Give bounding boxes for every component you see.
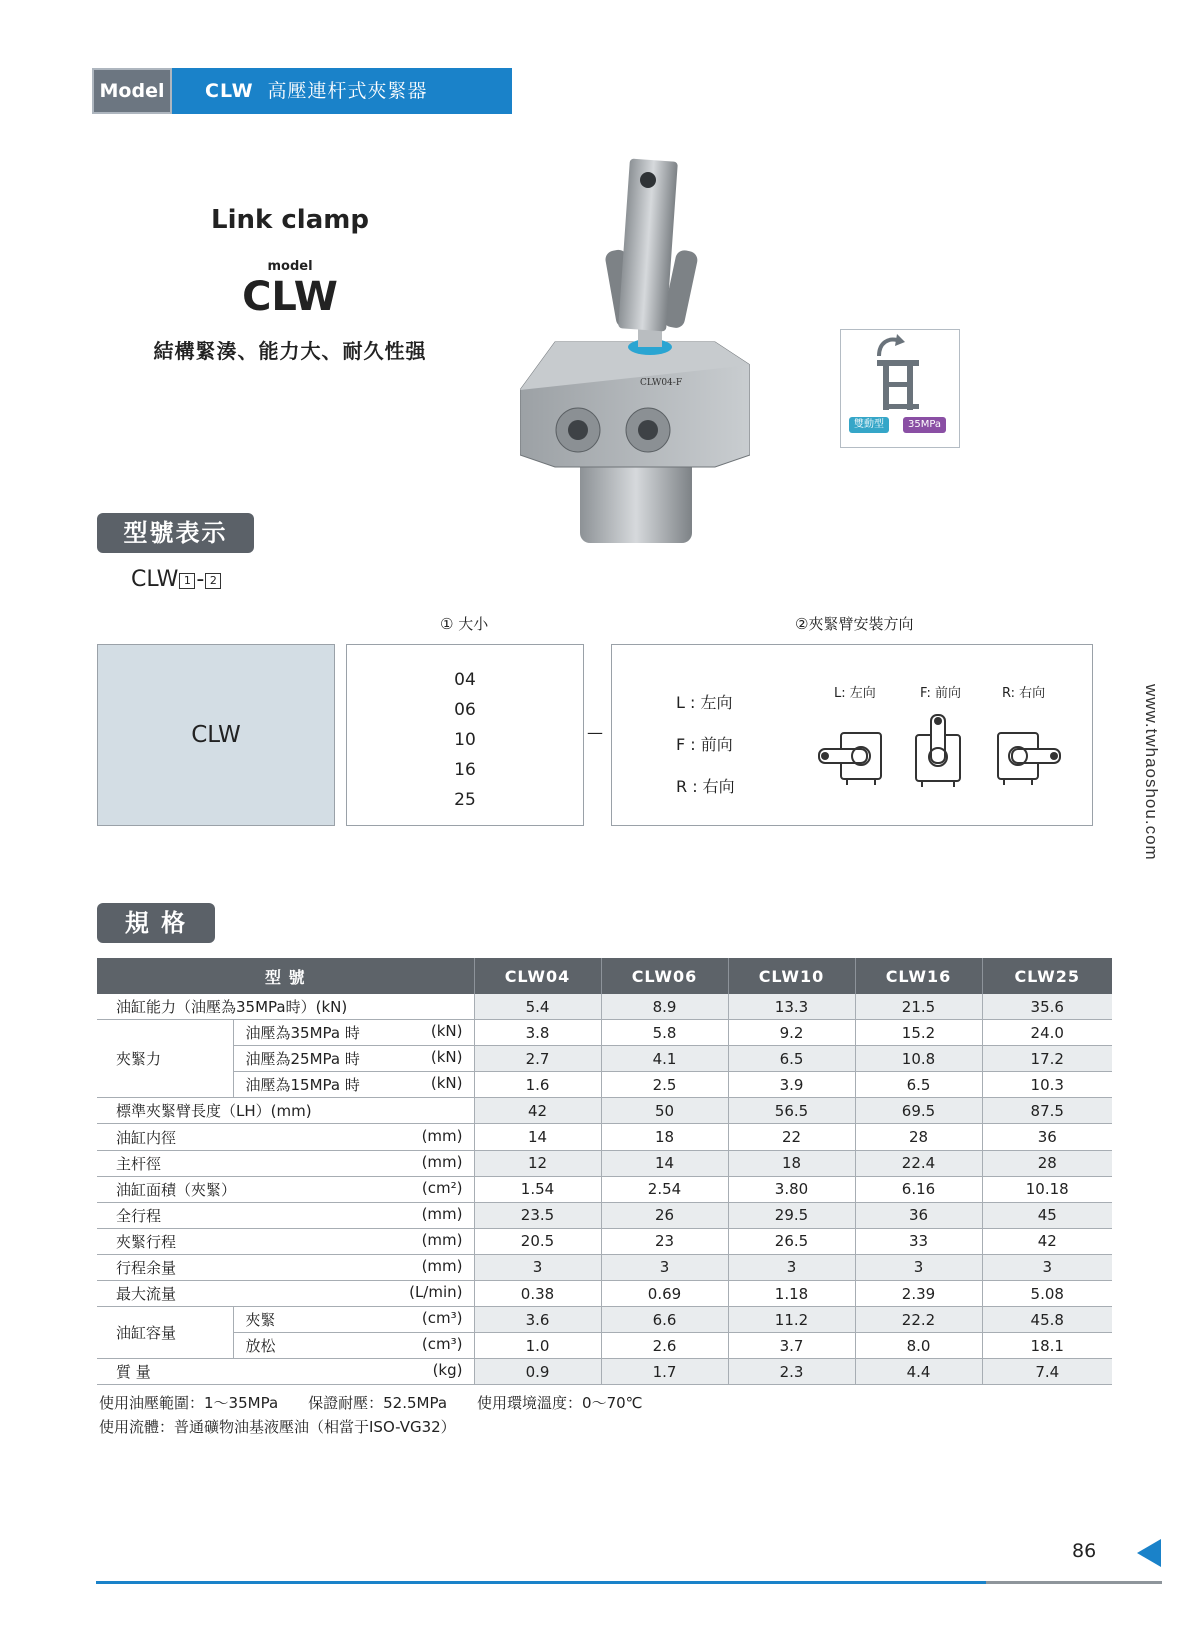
- model-label: Model: [92, 68, 172, 114]
- direction-option: F : 前向: [676, 735, 733, 754]
- note-line-1: 使用油壓範圍：1～35MPa 保證耐壓：52.5MPa 使用環境溫度：0～70℃: [99, 1394, 643, 1412]
- spec-row: [97, 994, 1112, 1020]
- action-type-badge: [840, 329, 960, 448]
- spec-value: 14: [474, 1124, 601, 1150]
- base-model-box: CLW: [97, 644, 335, 826]
- spec-label-cell: [97, 1124, 474, 1150]
- spec-value: 50: [601, 1098, 728, 1124]
- spec-value: 2.7: [474, 1046, 601, 1072]
- series-name: CLW: [205, 80, 254, 102]
- left-direction-diagram: [817, 725, 889, 787]
- spec-value: 9.2: [728, 1020, 855, 1046]
- spec-label-cell: [97, 1150, 474, 1176]
- spec-label-cell: [233, 1333, 474, 1359]
- model-section-label: 型號表示: [97, 513, 254, 553]
- direction-head-f: F: 前向: [920, 686, 961, 701]
- code-box-2: 2: [205, 573, 221, 589]
- direction-option: L : 左向: [676, 693, 733, 712]
- spec-label: 夾緊: [245, 1311, 276, 1330]
- spec-label: 主杆徑: [116, 1154, 162, 1173]
- spec-value: 2.3: [728, 1359, 855, 1385]
- spec-row: [97, 1098, 1112, 1124]
- spec-value: 0.69: [601, 1281, 728, 1307]
- spec-label-cell: [97, 1281, 474, 1307]
- double-action-pill: 雙動型: [849, 417, 889, 433]
- spec-label: 油壓為35MPa 時: [245, 1024, 360, 1043]
- spec-value: 33: [855, 1228, 982, 1254]
- spec-value: 1.7: [601, 1359, 728, 1385]
- spec-value: 20.5: [474, 1228, 601, 1254]
- spec-header-clw06: CLW06: [601, 958, 728, 994]
- spec-value: 2.54: [601, 1176, 728, 1202]
- spec-value: 15.2: [855, 1020, 982, 1046]
- spec-value: 23.5: [474, 1202, 601, 1228]
- direction-box: [611, 644, 1093, 826]
- direction-option: R : 右向: [676, 777, 735, 796]
- spec-value: 23: [601, 1228, 728, 1254]
- spec-value: 4.1: [601, 1046, 728, 1072]
- spec-label-cell: [97, 1254, 474, 1280]
- website-text: www.twhaoshou.com: [1142, 684, 1161, 861]
- spec-value: 6.16: [855, 1176, 982, 1202]
- spec-row: [97, 1046, 1112, 1072]
- spec-unit: (mm): [421, 1126, 463, 1145]
- spec-value: 3: [982, 1254, 1112, 1280]
- spec-label: 質 量: [116, 1363, 151, 1382]
- spec-value: 6.5: [855, 1072, 982, 1098]
- size-caption: ① 大小: [440, 615, 489, 633]
- direction-caption: ②夾緊臂安裝方向: [795, 615, 914, 633]
- direction-head-l: L: 左向: [834, 686, 876, 701]
- spec-value: 36: [855, 1202, 982, 1228]
- spec-label-cell: [233, 1046, 474, 1072]
- model-caption: model: [267, 259, 313, 274]
- spec-value: 35.6: [982, 994, 1112, 1020]
- spec-row: [97, 1228, 1112, 1254]
- spec-label: 油缸面積（夾緊）: [116, 1180, 237, 1199]
- spec-value: 5.08: [982, 1281, 1112, 1307]
- spec-label: 標準夾緊臂長度（LH）(mm): [116, 1102, 312, 1121]
- spec-value: 7.4: [982, 1359, 1112, 1385]
- spec-row: [97, 1281, 1112, 1307]
- spec-label: 全行程: [116, 1206, 162, 1225]
- spec-label: 放松: [245, 1337, 276, 1356]
- page-triangle-icon: [1137, 1539, 1161, 1567]
- tagline: 結構緊湊、能力大、耐久性强: [153, 339, 427, 363]
- footer-bar: [96, 1581, 986, 1584]
- size-list: [347, 665, 583, 815]
- spec-value: 28: [855, 1124, 982, 1150]
- clamp-symbol-icon: [869, 334, 929, 412]
- spec-label-cell: [97, 994, 474, 1020]
- size-option: 06: [454, 700, 476, 720]
- spec-value: 3.7: [728, 1333, 855, 1359]
- spec-body: [97, 994, 1112, 1385]
- spec-value: 45.8: [982, 1307, 1112, 1333]
- spec-value: 8.0: [855, 1333, 982, 1359]
- spec-group-label: 油缸容量: [97, 1307, 233, 1359]
- spec-value: 6.6: [601, 1307, 728, 1333]
- spec-value: 21.5: [855, 994, 982, 1020]
- spec-value: 2.39: [855, 1281, 982, 1307]
- spec-value: 24.0: [982, 1020, 1112, 1046]
- spec-label-cell: [97, 1176, 474, 1202]
- spec-value: 14: [601, 1150, 728, 1176]
- spec-value: 18: [601, 1124, 728, 1150]
- spec-header-clw10: CLW10: [728, 958, 855, 994]
- spec-value: 5.4: [474, 994, 601, 1020]
- page-number: 86: [1072, 1540, 1097, 1562]
- photo-engraving: CLW04-F: [640, 378, 683, 388]
- size-option: 04: [454, 670, 476, 690]
- spec-value: 22.2: [855, 1307, 982, 1333]
- size-option: 25: [454, 790, 476, 810]
- spec-value: 12: [474, 1150, 601, 1176]
- direction-head-r: R: 右向: [1002, 686, 1046, 701]
- spec-value: 1.18: [728, 1281, 855, 1307]
- spec-row: [97, 1254, 1112, 1280]
- spec-value: 4.4: [855, 1359, 982, 1385]
- spec-value: 18.1: [982, 1333, 1112, 1359]
- spec-label-cell: [233, 1072, 474, 1098]
- spec-value: 36: [982, 1124, 1112, 1150]
- spec-unit: (cm³): [421, 1335, 463, 1354]
- spec-header-clw16: CLW16: [855, 958, 982, 994]
- spec-value: 1.54: [474, 1176, 601, 1202]
- spec-value: 5.8: [601, 1020, 728, 1046]
- spec-label-cell: [97, 1228, 474, 1254]
- spec-value: 3: [728, 1254, 855, 1280]
- spec-label-cell: [97, 1098, 474, 1124]
- spec-value: 3: [474, 1254, 601, 1280]
- code-dash: -: [196, 567, 205, 592]
- code-box-1: 1: [179, 573, 195, 589]
- spec-value: 11.2: [728, 1307, 855, 1333]
- spec-value: 10.18: [982, 1176, 1112, 1202]
- product-title: 高壓連杆式夾緊器: [267, 80, 428, 102]
- spec-value: 13.3: [728, 994, 855, 1020]
- spec-row: [97, 1020, 1112, 1046]
- spec-label-cell: [97, 1202, 474, 1228]
- spec-label: 夾緊行程: [116, 1232, 177, 1251]
- spec-label-cell: [233, 1020, 474, 1046]
- spec-value: 26: [601, 1202, 728, 1228]
- spec-unit: (kN): [430, 1074, 463, 1093]
- separator-dash: —: [587, 723, 603, 742]
- spec-label: 油壓為25MPa 時: [245, 1050, 360, 1069]
- spec-value: 87.5: [982, 1098, 1112, 1124]
- spec-unit: (kg): [432, 1361, 463, 1380]
- spec-value: 3: [855, 1254, 982, 1280]
- size-option: 16: [454, 760, 476, 780]
- size-option: 10: [454, 730, 476, 750]
- spec-unit: (cm²): [421, 1178, 463, 1197]
- spec-value: 8.9: [601, 994, 728, 1020]
- model-name: CLW: [242, 274, 338, 320]
- spec-value: 0.9: [474, 1359, 601, 1385]
- spec-value: 1.0: [474, 1333, 601, 1359]
- spec-value: 10.3: [982, 1072, 1112, 1098]
- spec-unit: (L/min): [409, 1283, 463, 1302]
- spec-row: [97, 1150, 1112, 1176]
- code-prefix: CLW: [131, 567, 179, 592]
- spec-value: 3: [601, 1254, 728, 1280]
- spec-unit: (cm³): [421, 1309, 463, 1328]
- header-title: [205, 68, 428, 114]
- direction-list: [676, 682, 735, 808]
- front-direction-diagram: [910, 713, 966, 789]
- spec-unit: (mm): [421, 1256, 463, 1275]
- spec-value: 28: [982, 1150, 1112, 1176]
- spec-value: 3.9: [728, 1072, 855, 1098]
- spec-value: 10.8: [855, 1046, 982, 1072]
- spec-group-label: 夾緊力: [97, 1020, 233, 1098]
- note-line-2: 使用流體：普通礦物油基液壓油（相當于ISO-VG32）: [99, 1418, 456, 1436]
- spec-label: 油缸内徑: [116, 1128, 177, 1147]
- spec-value: 56.5: [728, 1098, 855, 1124]
- spec-label: 行程余量: [116, 1258, 177, 1277]
- spec-value: 17.2: [982, 1046, 1112, 1072]
- right-direction-diagram: [990, 725, 1062, 787]
- spec-value: 18: [728, 1150, 855, 1176]
- size-box: [346, 644, 584, 826]
- spec-header-model: 型 號: [97, 958, 474, 994]
- spec-label-cell: [233, 1307, 474, 1333]
- spec-value: 3.8: [474, 1020, 601, 1046]
- spec-row: [97, 1333, 1112, 1359]
- footer-bar-grey: [986, 1581, 1162, 1584]
- spec-label: 最大流量: [116, 1285, 177, 1304]
- spec-label-cell: [97, 1359, 474, 1385]
- spec-value: 3.6: [474, 1307, 601, 1333]
- spec-label: 油壓為15MPa 時: [245, 1076, 360, 1095]
- spec-value: 69.5: [855, 1098, 982, 1124]
- spec-value: 2.6: [601, 1333, 728, 1359]
- spec-row: [97, 1307, 1112, 1333]
- spec-value: 22.4: [855, 1150, 982, 1176]
- spec-value: 42: [982, 1228, 1112, 1254]
- spec-section-label: 規 格: [97, 903, 215, 943]
- spec-value: 6.5: [728, 1046, 855, 1072]
- spec-label: 油缸能力（油壓為35MPa時）(kN): [116, 998, 348, 1017]
- spec-value: 42: [474, 1098, 601, 1124]
- spec-table: [97, 958, 1112, 1385]
- model-code: [131, 567, 222, 592]
- spec-value: 3.80: [728, 1176, 855, 1202]
- spec-row: [97, 1072, 1112, 1098]
- product-photo: [520, 155, 750, 555]
- spec-header-clw04: CLW04: [474, 958, 601, 994]
- spec-value: 1.6: [474, 1072, 601, 1098]
- spec-row: [97, 1202, 1112, 1228]
- intro-title: Link clamp: [211, 205, 369, 235]
- spec-unit: (mm): [421, 1152, 463, 1171]
- spec-header-row: [97, 958, 1112, 994]
- spec-row: [97, 1359, 1112, 1385]
- spec-row: [97, 1176, 1112, 1202]
- pressure-pill: 35MPa: [903, 417, 946, 433]
- spec-value: 29.5: [728, 1202, 855, 1228]
- spec-unit: (mm): [421, 1204, 463, 1223]
- spec-value: 45: [982, 1202, 1112, 1228]
- spec-value: 0.38: [474, 1281, 601, 1307]
- spec-header-clw25: CLW25: [982, 958, 1112, 994]
- website-url: [1140, 684, 1164, 900]
- spec-value: 2.5: [601, 1072, 728, 1098]
- spec-unit: (kN): [430, 1048, 463, 1067]
- spec-value: 26.5: [728, 1228, 855, 1254]
- spec-row: [97, 1124, 1112, 1150]
- spec-unit: (mm): [421, 1230, 463, 1249]
- spec-value: 22: [728, 1124, 855, 1150]
- spec-unit: (kN): [430, 1022, 463, 1041]
